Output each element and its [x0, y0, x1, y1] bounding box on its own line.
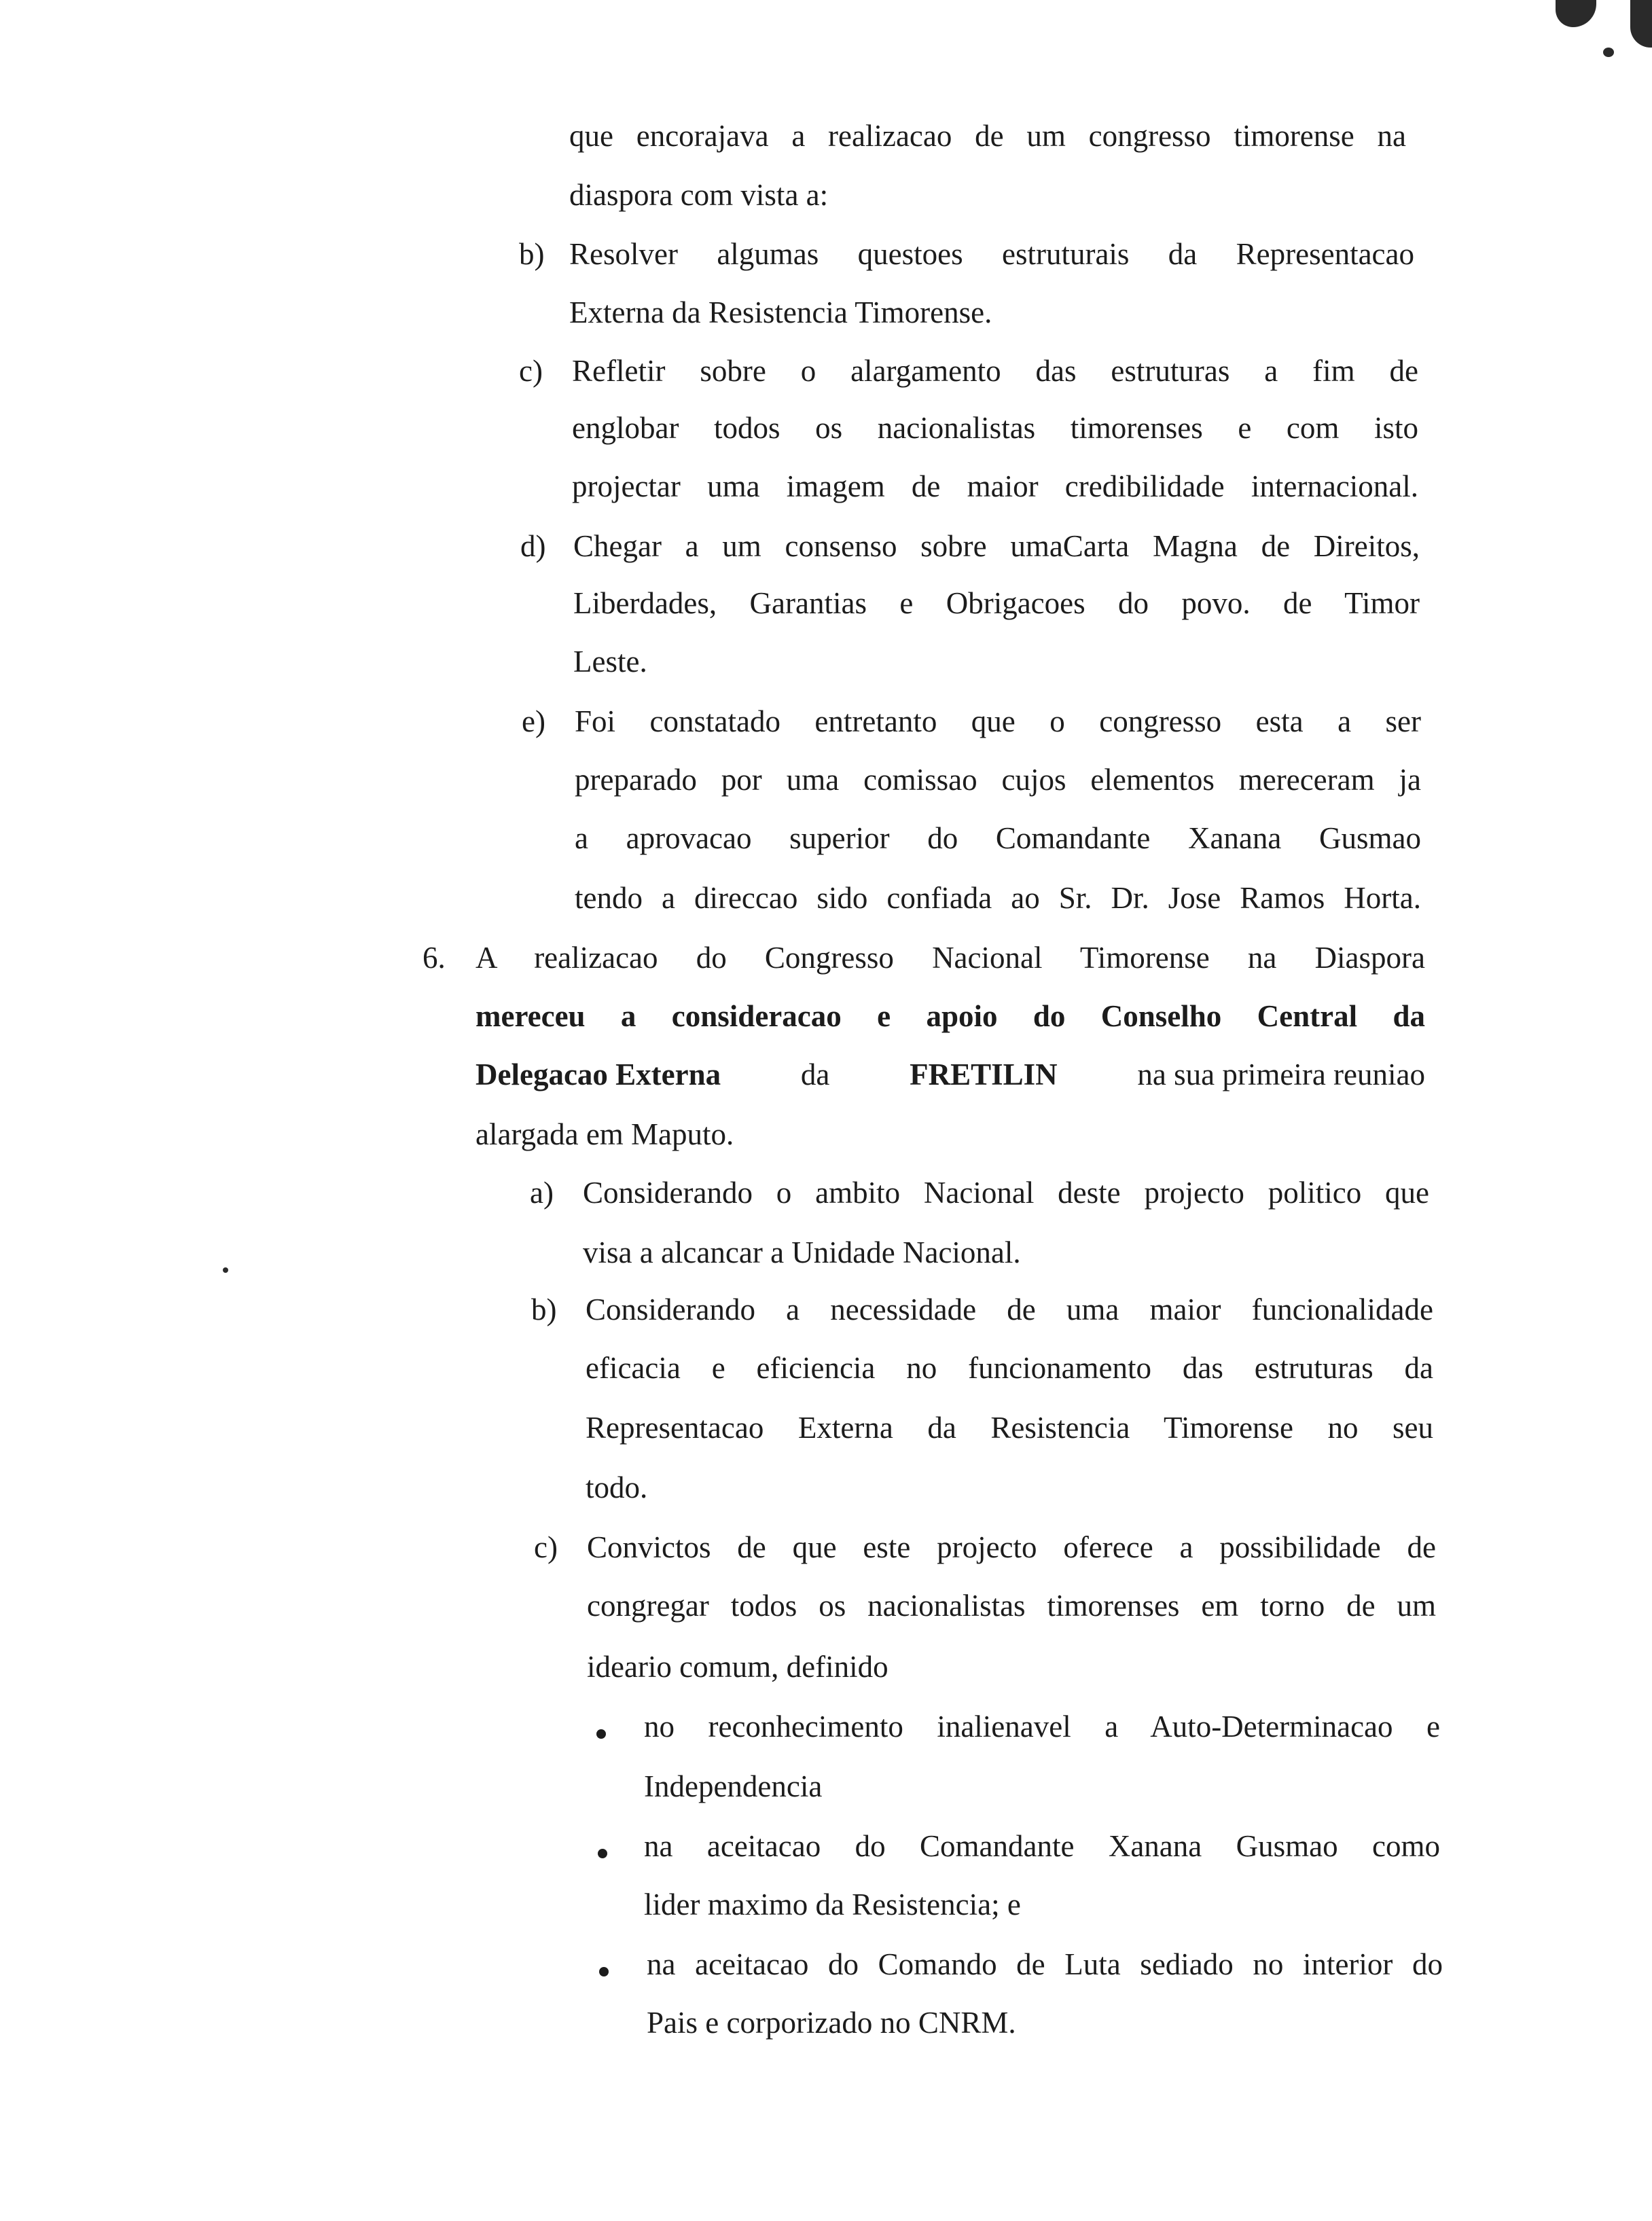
bullet3-line2: Pais e corporizado no CNRM. — [647, 2006, 1016, 2040]
item5-e-line2: preparado por uma comissao cujos elementos mereceram ja — [575, 763, 1421, 797]
bullet2-line2: lider maximo da Resistencia; e — [644, 1888, 1021, 1921]
item5-d-line1: Chegar a um consenso sobre umaCarta Magna de Direitos, — [573, 529, 1420, 563]
item6-line2: mereceu a consideracao e apoio do Conselho Central da — [475, 999, 1425, 1033]
item6-b-line3: Representacao Externa da Resistencia Timorense no seu — [586, 1411, 1433, 1445]
bullet-icon — [596, 1729, 606, 1739]
scan-dot-left — [223, 1267, 228, 1273]
scan-dot-right — [1603, 48, 1614, 57]
bullet-icon — [598, 1849, 607, 1858]
item6-b-line2: eficacia e eficiencia no funcionamento das estruturas da — [586, 1351, 1433, 1385]
item5-d-line3: Leste. — [573, 645, 647, 679]
item6-line3-bold-a: Delegacao Externa — [475, 1058, 721, 1091]
item6-a-line1: Considerando o ambito Nacional deste projecto politico que — [583, 1176, 1429, 1210]
item5-e-line4: tendo a direccao sido confiada ao Sr. Dr. Jose Ramos Horta. — [575, 881, 1421, 915]
item6-line3 — [475, 1060, 1425, 1090]
item6-line4: alargada em Maputo. — [475, 1117, 734, 1151]
item5-b-line1: Resolver algumas questoes estruturais da Representacao — [569, 237, 1414, 271]
item5-e-line3: a aprovacao superior do Comandante Xanana Gusmao — [575, 821, 1421, 855]
bullet3-line1: na aceitacao do Comando de Luta sediado no interior do — [647, 1947, 1443, 1981]
item6-b-line4: todo. — [586, 1470, 648, 1504]
bullet2-line1: na aceitacao do Comandante Xanana Gusmao como — [644, 1829, 1440, 1863]
item6-c-line2: congregar todos os nacionalistas timorenses em torno de um — [587, 1589, 1436, 1623]
item5-intro-line2: diaspora com vista a: — [569, 178, 829, 212]
bullet1-line2: Independencia — [644, 1769, 823, 1803]
item5-b-marker: b) — [519, 237, 545, 271]
bullet1-line1: no reconhecimento inalienavel a Auto-Determinacao e — [644, 1710, 1440, 1744]
item6-c-marker: c) — [534, 1530, 558, 1564]
item5-intro-line1: que encorajava a realizacao de um congresso timorense na — [569, 119, 1406, 153]
scan-blot-top-right-edge — [1630, 0, 1652, 48]
item5-c-line1: Refletir sobre o alargamento das estruturas a fim de — [572, 354, 1418, 388]
item5-e-line1: Foi constatado entretanto que o congresso esta a ser — [575, 704, 1421, 738]
item6-c-line1: Convictos de que este projecto oferece a possibilidade de — [587, 1530, 1436, 1564]
item5-d-marker: d) — [520, 529, 546, 563]
bullet-icon — [599, 1967, 609, 1976]
item5-d-line2: Liberdades, Garantias e Obrigacoes do povo. de Timor — [573, 586, 1420, 620]
item6-line3-bold-b: FRETILIN — [910, 1058, 1058, 1091]
item6-b-marker: b) — [531, 1293, 557, 1326]
item5-e-marker: e) — [522, 704, 545, 738]
item6-line1: A realizacao do Congresso Nacional Timorense na Diaspora — [475, 941, 1425, 975]
item6-a-line2: visa a alcancar a Unidade Nacional. — [583, 1235, 1021, 1269]
item5-c-marker: c) — [519, 354, 543, 388]
item5-c-line3: projectar uma imagem de maior credibilidade internacional. — [572, 469, 1418, 503]
scan-blot-top-right — [1556, 0, 1596, 27]
item6-line3-mid: da — [800, 1058, 830, 1091]
item6-c-line3: ideario comum, definido — [587, 1650, 888, 1684]
item5-c-line2: englobar todos os nacionalistas timorenses e com isto — [572, 411, 1418, 445]
item6-b-line1: Considerando a necessidade de uma maior funcionalidade — [586, 1293, 1433, 1326]
item6-number: 6. — [423, 941, 446, 975]
item6-line3-end: na sua primeira reuniao — [1137, 1058, 1425, 1091]
item5-b-line2: Externa da Resistencia Timorense. — [569, 295, 992, 329]
item6-a-marker: a) — [530, 1176, 554, 1210]
